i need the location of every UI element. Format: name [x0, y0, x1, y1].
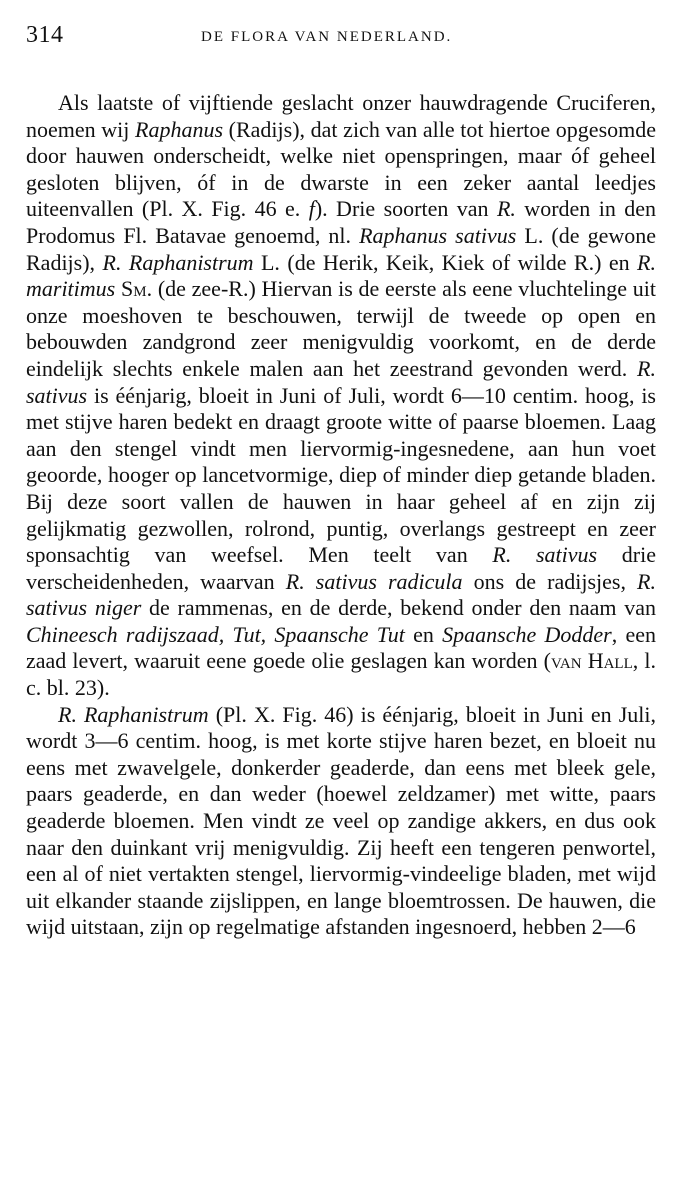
author-name: van Hall — [550, 648, 633, 674]
figure-letter: f — [308, 196, 315, 222]
species-name: R. Raphanistrum — [58, 701, 209, 727]
text-run: (Radijs), dat zich van alle tot hiertoe opgesomde door hauwen onderscheidt, welke niet openspringen, maar óf geheel gesloten blijven, óf in de dwarste in een zeker aantal leedjes uiteenvallen (Pl. X. Fig. 46 e. — [26, 116, 657, 222]
text-run: en — [404, 621, 443, 647]
body-text — [26, 90, 656, 941]
text-run: Als laatste of vijftiende geslacht onzer hauwdragende Cruciferen, noemen wij — [26, 90, 656, 142]
page-number: 314 — [26, 22, 64, 48]
text-run: (de zee-R.) Hiervan is de eerste als eene vluchtelinge uit onze moeshoven te beschouwen, terwijl de tweede op open en bebouwden zandgrond zeer menigvuldig voorkomt, en de derde eindelijk slechts enkele malen aan het zeestrand gevonden werd. — [26, 276, 657, 381]
species-name: R. sativus — [26, 355, 656, 408]
text-run: , l. c. bl. 23). — [26, 648, 657, 701]
species-name: Raphanus sativus — [359, 222, 517, 248]
variety-name: R. sativus niger — [26, 568, 656, 621]
page-header — [26, 22, 656, 52]
text-run: (Pl. X. Fig. 46) is éénjarig, bloeit in Juni en Juli, wordt 3—6 centim. hoog, is met korte stijve haren bezet, en bloeit nu eens met zwavelgele, donkerder geaderde, dan eens met bleek gele, paars geaderde, en dan weder (hoewel zeldzamer) met witte, paars geaderde bloemen. Men vindt ze veel op zandige akkers, en dus ook naar den duinkant vrij menigvuldig. Zij heeft een tengeren penwortel, een al of niet vertakten stengel, liervormig-vindeelige bladen, met wijd uit elkander staande zijslippen, en lange bloemtrossen. De hauwen, die wijd uitstaan, zijn op regelmatige afstanden ingesnoerd, hebben 2—6 — [26, 701, 656, 940]
paragraph-raphanistrum — [26, 702, 656, 941]
paragraph-raphanus-intro — [26, 90, 656, 702]
text-run: ). Drie soorten van — [314, 196, 497, 222]
text-run: ons de radijsjes, — [462, 568, 638, 594]
species-name: R. sativus — [492, 542, 598, 568]
author-abbrev: Sm. — [121, 276, 153, 302]
text-run: , een zaad levert, waaruit eene goede olie geslagen kan worden ( — [26, 621, 657, 674]
text-run: drie verscheidenheden, waarvan — [26, 542, 656, 594]
text-run: L. (de gewone Radijs), — [26, 222, 656, 275]
common-name: Spaansche Dodder — [442, 621, 612, 647]
species-name: R. maritimus — [26, 249, 656, 302]
variety-name: R. sativus radicula — [285, 568, 463, 594]
genus-name: Raphanus — [135, 116, 224, 142]
running-head: DE FLORA VAN NEDERLAND. — [201, 29, 453, 45]
genus-abbrev: R. — [496, 196, 516, 222]
text-run: is éénjarig, bloeit in Juni of Juli, wordt 6—10 centim. hoog, is met stijve haren bedekt en draagt groote witte of paarse bloemen. Laag aan den stengel vindt men liervormig-ingesnedene, aan hun voet geoorde, hooger op lancetvormige, diep of minder diep getande bladen. Bij deze soort vallen de hauwen in haar geheel af en zijn zij gelijkmatig gezwollen, rolrond, puntig, overlangs gestreept en zeer sponsachtig van weefsel. Men teelt van — [26, 382, 656, 568]
species-name: R. Raphanistrum — [102, 249, 254, 275]
common-name: Chineesch radijszaad, Tut, Spaansche Tut — [26, 621, 405, 647]
text-run: de rammenas, en de derde, bekend onder den naam van — [141, 595, 656, 621]
text-run: worden in den Prodomus Fl. Batavae genoemd, nl. — [26, 196, 656, 248]
text-run: L. (de Herik, Keik, Kiek of wilde R.) en — [253, 249, 638, 275]
